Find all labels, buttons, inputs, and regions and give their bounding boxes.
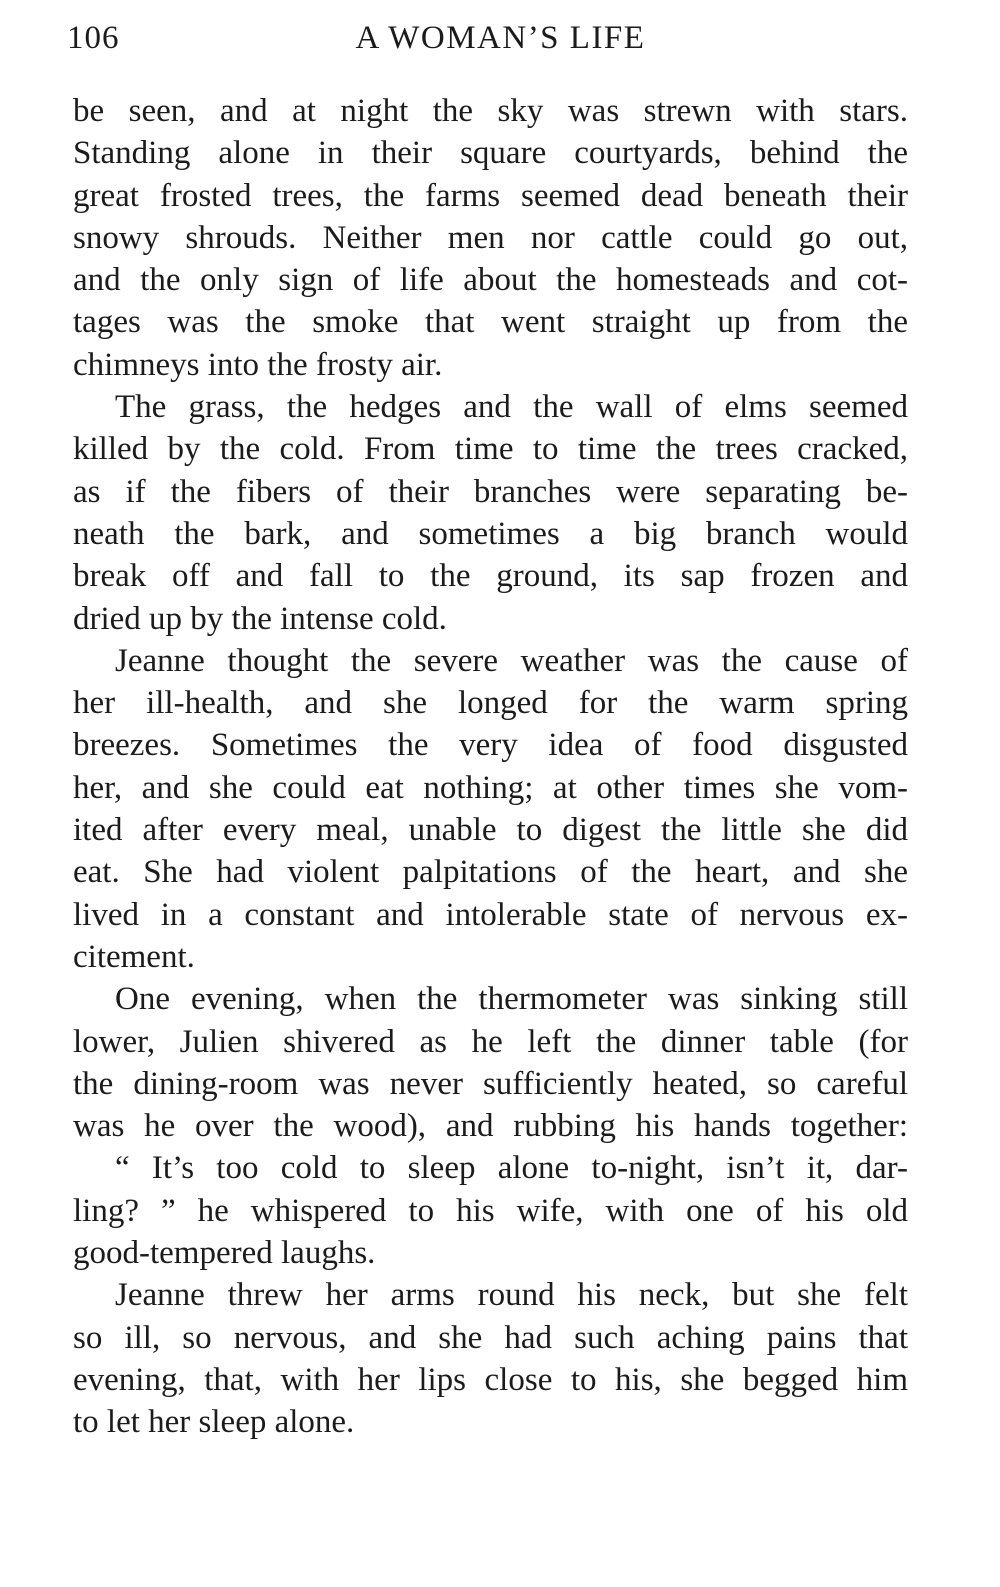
- text-line: Jeanne threw her arms round his neck, but she felt: [115, 1277, 908, 1314]
- paragraph-3: [73, 640, 908, 978]
- page-number: 106: [67, 20, 120, 56]
- running-head: [67, 18, 908, 62]
- text-line: ited after every meal, unable to digest the little she did: [73, 812, 908, 849]
- paragraph-5: [73, 1147, 908, 1274]
- text-line: “ It’s too cold to sleep alone to-night, isn’t it, dar-: [115, 1150, 908, 1187]
- text-line: neath the bark, and sometimes a big branch would: [73, 515, 908, 552]
- text-line: snowy shrouds. Neither men nor cattle could go out,: [73, 219, 908, 256]
- book-page: [67, 18, 908, 1558]
- text-line: her, and she could eat nothing; at other times she vom-: [73, 769, 908, 806]
- text-line: lived in a constant and intolerable state of nervous ex-: [73, 896, 908, 933]
- text-line: be seen, and at night the sky was strewn with stars.: [73, 93, 908, 129]
- text-line: good-tempered laughs.: [73, 1235, 376, 1272]
- text-line: to let her sleep alone.: [73, 1404, 355, 1441]
- paragraph-6: [73, 1274, 908, 1443]
- text-line: citement.: [73, 938, 195, 975]
- text-line: Jeanne thought the severe weather was the cause of: [115, 642, 908, 679]
- text-line: chimneys into the frosty air.: [73, 346, 443, 383]
- text-line: break off and fall to the ground, its sap frozen and: [73, 558, 908, 595]
- body-text: [73, 90, 908, 1444]
- text-line: lower, Julien shivered as he left the dinner table (for: [73, 1023, 908, 1060]
- text-line: was he over the wood), and rubbing his hands together:: [73, 1108, 908, 1145]
- text-line: ling? ” he whispered to his wife, with one of his old: [73, 1192, 908, 1229]
- text-line: killed by the cold. From time to time the trees cracked,: [73, 431, 908, 468]
- text-line: tages was the smoke that went straight up from the: [73, 304, 908, 341]
- text-line: Standing alone in their square courtyards, behind the: [73, 135, 908, 172]
- text-line: The grass, the hedges and the wall of elms seemed: [115, 389, 908, 426]
- text-line: her ill-health, and she longed for the warm spring: [73, 685, 908, 722]
- paragraph-4: [73, 978, 908, 1147]
- text-line: the dining-room was never sufficiently heated, so careful: [73, 1065, 908, 1102]
- text-line: great frosted trees, the farms seemed dead beneath their: [73, 177, 908, 214]
- text-line: dried up by the intense cold.: [73, 600, 447, 637]
- text-line: as if the fibers of their branches were separating be-: [73, 473, 908, 510]
- running-title: A WOMAN’S LIFE: [355, 20, 646, 56]
- text-line: One evening, when the thermometer was sinking still: [115, 981, 908, 1018]
- text-line: and the only sign of life about the homesteads and cot-: [73, 262, 908, 299]
- text-line: breezes. Sometimes the very idea of food disgusted: [73, 727, 908, 764]
- paragraph-2: [73, 386, 908, 640]
- text-line: so ill, so nervous, and she had such aching pains that: [73, 1319, 908, 1356]
- paragraph-1: [73, 90, 908, 386]
- text-line: evening, that, with her lips close to his, she begged him: [73, 1361, 908, 1398]
- text-line: eat. She had violent palpitations of the heart, and she: [73, 854, 908, 891]
